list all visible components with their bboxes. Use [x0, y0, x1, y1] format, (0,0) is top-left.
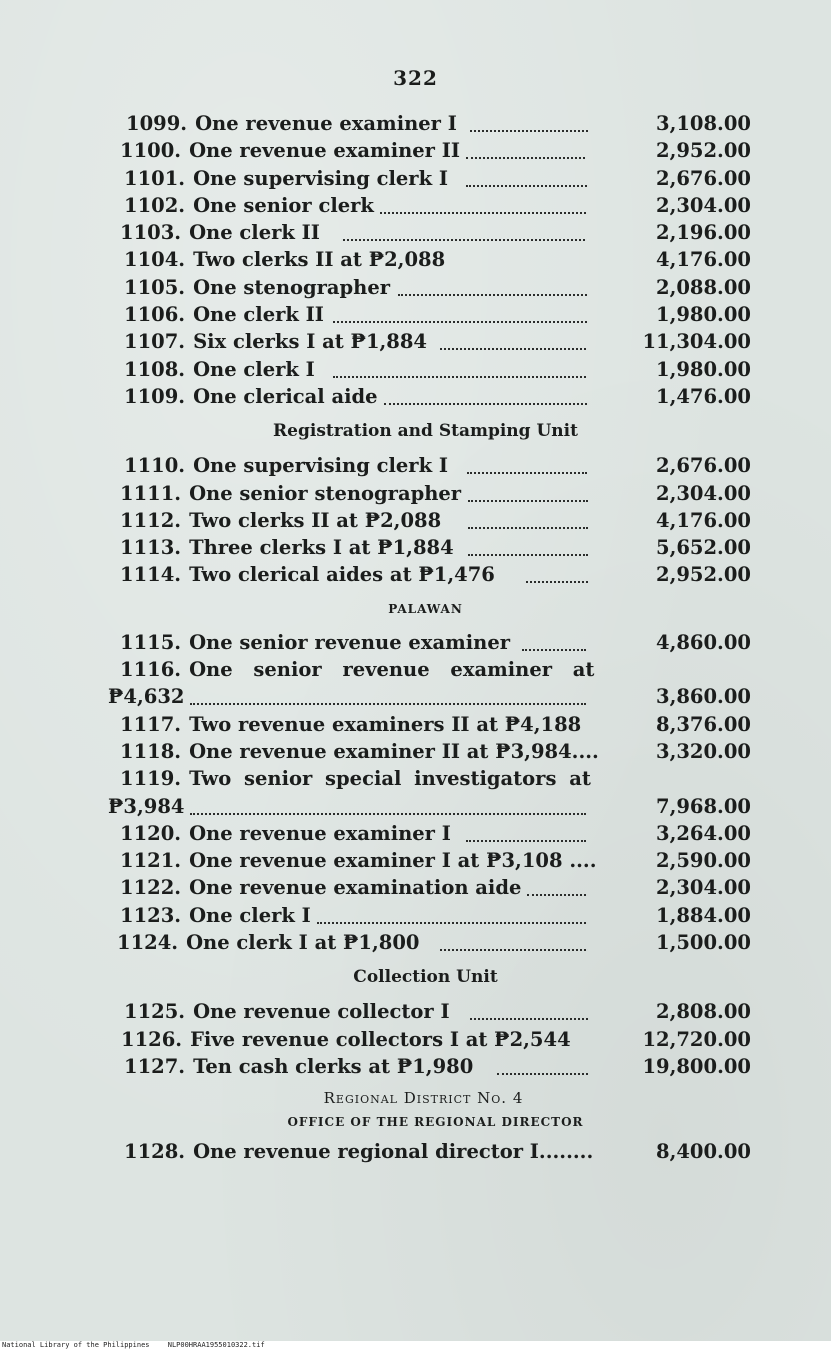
item-number: 1111.: [120, 481, 182, 505]
item-description: One revenue examiner I: [189, 821, 451, 845]
item-number: 1099.: [126, 112, 188, 135]
item-number: 1123.: [120, 903, 182, 927]
item-description: Ten cash clerks at ₱1,980: [193, 1054, 474, 1078]
dot-leader: [467, 445, 587, 474]
item-number: 1102.: [124, 193, 186, 217]
item-description: Two clerical aides at ₱1,476: [189, 563, 495, 587]
item-number: 1128.: [124, 1140, 186, 1164]
item-description: Two clerks II at ₱2,088: [189, 508, 442, 532]
item-number: 1107.: [124, 330, 186, 354]
item-amount: 2,196.00: [656, 221, 751, 245]
list-item: [0, 561, 831, 588]
item-description: One revenue examiner II: [189, 139, 460, 163]
list-item: [0, 738, 831, 765]
item-number: 1109.: [124, 384, 186, 408]
list-item: [0, 998, 831, 1025]
item-amount: 4,176.00: [656, 508, 751, 532]
item-description: One supervising clerk I: [193, 454, 449, 478]
item-amount: 2,676.00: [656, 166, 751, 190]
dot-leader: [333, 349, 586, 378]
dot-leader: [190, 676, 586, 705]
item-number: 1100.: [120, 139, 182, 163]
item-description: One clerical aide: [193, 384, 378, 408]
item-number: 1104.: [124, 248, 186, 272]
dot-leader: [466, 813, 586, 842]
item-number: 1108.: [124, 357, 186, 381]
dot-leader: [343, 212, 585, 241]
item-number: 1105.: [124, 275, 186, 299]
item-description: Five revenue collectors I at ₱2,544: [190, 1027, 571, 1051]
section-heading-palawan: PALAWAN: [388, 601, 463, 616]
list-item: [0, 301, 831, 328]
item-number: 1126.: [121, 1027, 183, 1051]
item-amount: 7,968.00: [656, 794, 751, 818]
item-amount: 4,176.00: [656, 248, 751, 272]
item-amount: 2,304.00: [656, 876, 751, 900]
item-description: Two revenue examiners II at ₱4,188: [189, 712, 582, 736]
item-description: One revenue examiner II at ₱3,984....: [189, 739, 599, 763]
item-number: 1112.: [120, 508, 182, 532]
item-amount: 1,476.00: [656, 384, 751, 408]
item-description: One clerk II: [189, 221, 320, 245]
item-description: One clerk I: [193, 357, 315, 381]
list-item: [0, 480, 831, 507]
dot-leader: [470, 991, 588, 1020]
list-item: [0, 110, 831, 137]
item-description: Six clerks I at ₱1,884: [193, 330, 428, 354]
dot-leader: [468, 527, 588, 556]
list-item: [0, 137, 831, 164]
dot-leader: [522, 622, 586, 651]
item-description: One stenographer: [193, 275, 391, 299]
dot-leader: [440, 922, 586, 951]
item-number: 1110.: [124, 454, 186, 478]
item-description: One clerk I: [189, 903, 311, 927]
item-description: Three clerks I at ₱1,884: [189, 536, 454, 560]
item-number: 1121.: [120, 849, 182, 873]
dot-leader: [333, 294, 587, 323]
item-description: One supervising clerk I: [193, 166, 449, 190]
item-number: 1124.: [117, 931, 179, 955]
item-number: 1120.: [120, 821, 182, 845]
dot-leader: [470, 103, 588, 132]
item-description: Two clerks II at ₱2,088: [193, 248, 446, 272]
item-amount: 19,800.00: [642, 1054, 751, 1078]
section-heading-registration: Registration and Stamping Unit: [273, 421, 578, 442]
dot-leader: [527, 867, 586, 896]
dot-leader: [526, 554, 588, 583]
item-description: One clerk II: [193, 303, 324, 327]
list-item: [0, 534, 831, 561]
item-amount: 2,304.00: [656, 193, 751, 217]
item-continuation: ₱4,632: [108, 685, 185, 709]
list-item: [0, 902, 831, 929]
item-description: One senior clerk: [193, 193, 374, 217]
item-amount: 1,500.00: [656, 931, 751, 955]
item-description: One revenue regional director I........: [193, 1140, 594, 1164]
item-description: One revenue collector I: [193, 1000, 450, 1024]
footer-library: National Library of the Philippines: [2, 1341, 150, 1349]
item-number: 1116.: [120, 658, 182, 682]
list-item: [0, 1138, 831, 1165]
list-item: [0, 507, 831, 534]
item-number: 1122.: [120, 876, 182, 900]
dot-leader: [384, 376, 587, 405]
dot-leader: [466, 130, 585, 159]
list-item: [0, 1026, 831, 1053]
item-description: One clerk I at ₱1,800: [186, 931, 420, 955]
item-amount: 2,088.00: [656, 275, 751, 299]
item-description: One senior revenue examiner at: [189, 658, 595, 682]
item-description: One revenue examination aide: [189, 876, 522, 900]
list-item: [0, 629, 831, 656]
item-number: 1114.: [120, 563, 182, 587]
list-item: [0, 1053, 831, 1080]
item-number: 1115.: [120, 630, 182, 654]
item-amount: 3,264.00: [656, 821, 751, 845]
list-item: [0, 820, 831, 847]
item-amount: 1,980.00: [656, 357, 751, 381]
list-item: [0, 929, 831, 956]
item-amount: 2,304.00: [656, 481, 751, 505]
dot-leader: [440, 321, 586, 350]
dot-leader: [190, 786, 586, 815]
section-heading-collection: Collection Unit: [353, 967, 498, 988]
item-number: 1117.: [120, 712, 182, 736]
item-amount: 3,108.00: [656, 112, 751, 135]
item-description: One senior revenue examiner: [189, 630, 510, 654]
item-description: One revenue examiner I at ₱3,108 ....: [189, 849, 597, 873]
item-amount: 8,400.00: [656, 1140, 751, 1164]
dot-leader: [317, 895, 586, 924]
list-item-continuation: [0, 793, 831, 820]
list-item: [0, 847, 831, 874]
item-description: Two senior special investigators at: [189, 767, 591, 791]
footer-filename: NLP00HRAA1955010322.tif: [167, 1341, 265, 1349]
item-amount: 2,952.00: [656, 563, 751, 587]
item-amount: 11,304.00: [642, 330, 751, 354]
item-amount: 4,860.00: [656, 630, 751, 654]
item-number: 1106.: [124, 303, 186, 327]
item-amount: 12,720.00: [642, 1027, 751, 1051]
item-amount: 2,676.00: [656, 454, 751, 478]
page-number: 322: [393, 66, 438, 90]
item-amount: 1,884.00: [656, 903, 751, 927]
regional-office-heading: OFFICE OF THE REGIONAL DIRECTOR: [287, 1115, 584, 1130]
item-amount: 3,320.00: [656, 739, 751, 763]
item-number: 1125.: [124, 1000, 186, 1024]
item-amount: 2,808.00: [656, 1000, 751, 1024]
item-amount: 5,652.00: [656, 536, 751, 560]
list-item: [0, 452, 831, 479]
scan-footer: [0, 1341, 831, 1350]
item-number: 1103.: [120, 221, 182, 245]
item-number: 1113.: [120, 536, 182, 560]
item-amount: 2,952.00: [656, 139, 751, 163]
list-item: [0, 383, 831, 410]
item-continuation: ₱3,984: [108, 794, 185, 818]
item-amount: 8,376.00: [656, 712, 751, 736]
appropriation-list: [0, 110, 831, 1166]
dot-leader: [380, 185, 586, 214]
item-number: 1127.: [124, 1054, 186, 1078]
item-number: 1118.: [120, 739, 182, 763]
dot-leader: [468, 500, 588, 529]
list-item: [0, 219, 831, 246]
dot-leader: [468, 473, 588, 502]
item-description: One senior stenographer: [189, 481, 462, 505]
item-description: One revenue examiner I: [195, 112, 457, 135]
item-number: 1101.: [124, 166, 186, 190]
dot-leader: [466, 158, 587, 187]
dot-leader: [497, 1046, 588, 1075]
item-amount: 3,860.00: [656, 685, 751, 709]
list-item: [0, 711, 831, 738]
regional-district-heading: Regional District No. 4: [323, 1089, 524, 1108]
list-item-continuation: [0, 683, 831, 710]
item-amount: 2,590.00: [656, 849, 751, 873]
dot-leader: [398, 267, 587, 296]
item-amount: 1,980.00: [656, 303, 751, 327]
item-number: 1119.: [120, 767, 182, 791]
